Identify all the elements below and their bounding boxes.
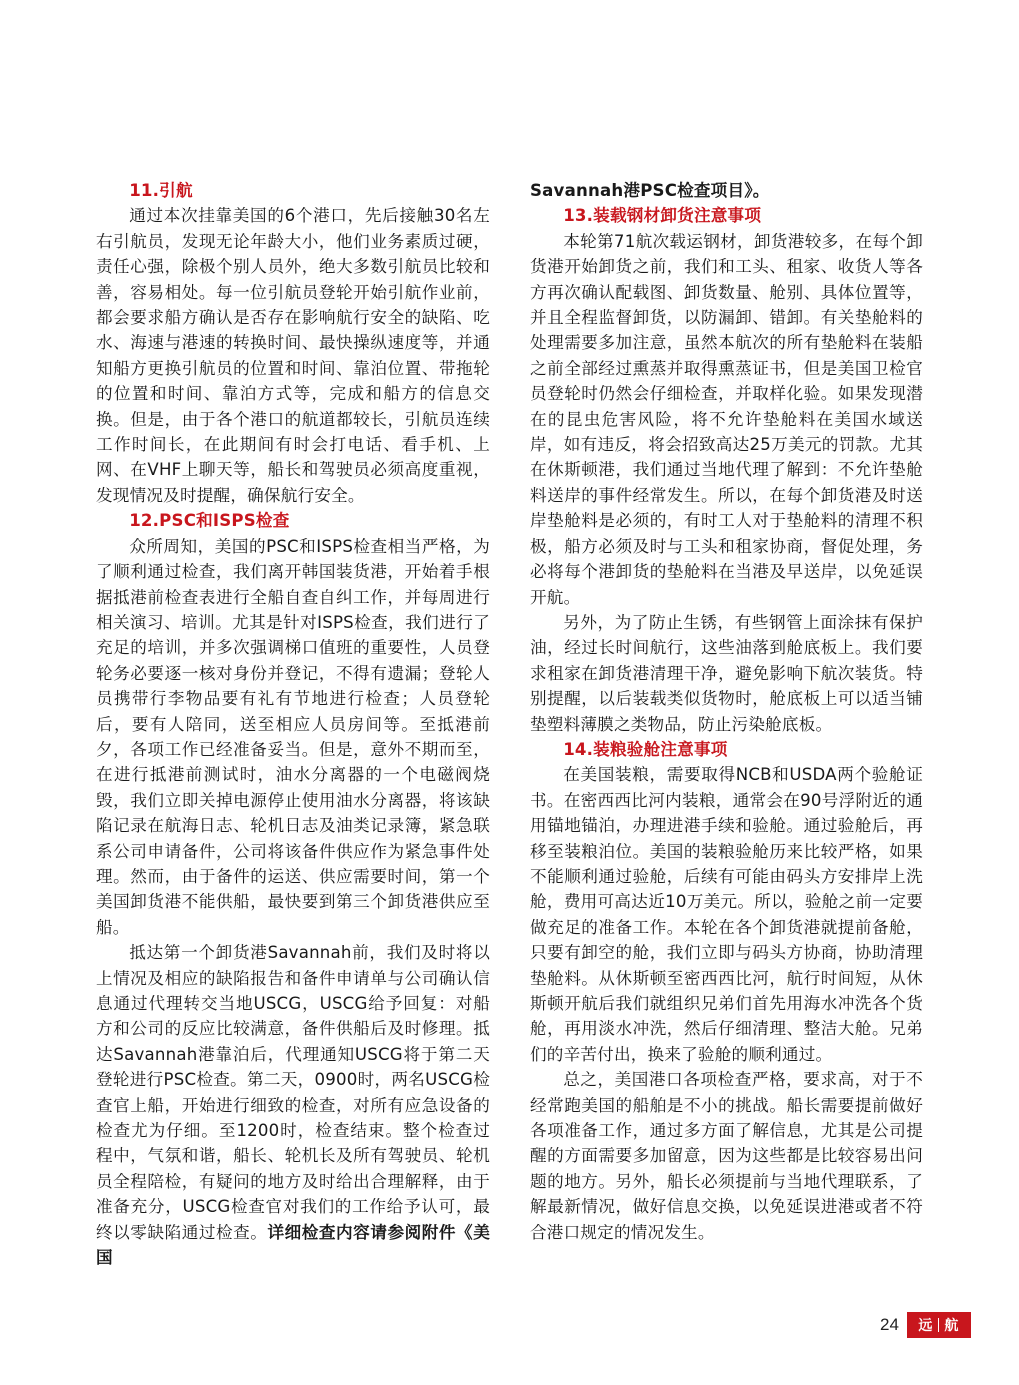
section-13-heading: 13.装载钢材卸货注意事项 <box>563 206 762 226</box>
section-14-paragraph-1: 在美国装粮，需要取得NCB和USDA两个验舱证书。在密西西比河内装粮，通常会在90号浮附近的通用锚地锚泊，办理进港手续和验舱。通过验舱后，再移至装粮泊位。美国的装粮验舱历来比较严格，如果不能顺利通过验舱，后续有可能由码头方安排岸上洗舱，费用可高达近10万美元。所以，验舱之前一定要做充足的准备工作。本轮在各个卸货港就提前备舱，只要有卸空的舱，我们立即与码头方协商，协助清理垫舱料。从休斯顿至密西西比河，航行时间短，从休斯顿开航后我们就组织兄弟们首先用海水冲洗各个货舱，再用淡水冲洗，然后仔细清理、整洁大舱。兄弟们的辛苦付出，换来了验舱的顺利通过。 <box>530 765 923 1064</box>
attachment-reference: 详细检查内容请参阅附件《美国 <box>96 1222 490 1268</box>
section-12-paragraph-2 <box>96 940 490 1270</box>
logo-char-right: 航 <box>944 1318 960 1334</box>
logo-char-left: 远 <box>918 1318 934 1334</box>
attachment-reference-continued: Savannah港PSC检查项目》。 <box>530 181 770 200</box>
section-13-paragraph-2: 另外，为了防止生锈，有些钢管上面涂抹有保护油，经过长时间航行，这些油落到舱底板上。我们要求租家在卸货港清理干净，避免影响下航次装货。特别提醒，以后装载类似货物时，舱底板上可以适当铺垫塑料薄膜之类物品，防止污染舱底板。 <box>530 612 923 734</box>
section-11-heading: 11.引航 <box>129 181 193 200</box>
magazine-logo <box>907 1312 971 1338</box>
section-12-paragraph-2-text: 抵达第一个卸货港Savannah前，我们及时将以上情况及相应的缺陷报告和备件申请单与公司确认信息通过代理转交当地USCG，USCG给予回复：对船方和公司的反应比较满意，备件供船后及时修理。抵达Savannah港靠泊后，代理通知USCG将于第二天登轮进行PSC检查。第二天，0900时，两名USCG检查官上船，开始进行细致的检查，对所有应急设备的检查尤为仔细。至1200时，检查结束。整个检查过程中，气氛和谐，船长、轮机长及所有驾驶员、轮机员全程陪检，有疑问的地方及时给出合理解释，由于准备充分，USCG检查官对我们的工作给予认可，最终以零缺陷通过检查。 <box>96 943 490 1242</box>
right-column <box>530 178 923 1245</box>
section-14-heading: 14.装粮验舱注意事项 <box>563 739 728 759</box>
section-11-paragraph: 通过本次挂靠美国的6个港口，先后接触30名左右引航员，发现无论年龄大小，他们业务素质过硬，责任心强，除极个别人员外，绝大多数引航员比较和善，容易相处。每一位引航员登轮开始引航作业前，都会要求船方确认是否存在影响航行安全的缺陷、吃水、海速与港速的转换时间、最快操纵速度等，并通知船方更换引航员的位置和时间、靠泊位置、带拖轮的位置和时间、靠泊方式等，完成和船方的信息交换。但是，由于各个港口的航道都较长，引航员连续工作时间长，在此期间有时会打电话、看手机、上网、在VHF上聊天等，船长和驾驶员必须高度重视，发现情况及时提醒，确保航行安全。 <box>96 206 490 505</box>
left-column <box>96 178 490 1270</box>
section-14-paragraph-2: 总之，美国港口各项检查严格，要求高，对于不经常跑美国的船舶是不小的挑战。船长需要提前做好各项准备工作，通过多方面了解信息，尤其是公司提醒的方面需要多加留意，因为这些都是比较容易出问题的地方。另外，船长必须提前与当地代理联系，了解最新情况，做好信息交换，以免延误进港或者不符合港口规定的情况发生。 <box>530 1070 923 1242</box>
page-number: 24 <box>880 1315 899 1334</box>
section-13-paragraph-1: 本轮第71航次载运钢材，卸货港较多，在每个卸货港开始卸货之前，我们和工头、租家、收货人等各方再次确认配载图、卸货数量、舱别、具体位置等，并且全程监督卸货，以防漏卸、错卸。有关垫舱料的处理需要多加注意，虽然本航次的所有垫舱料在装船之前全部经过熏蒸并取得熏蒸证书，但是美国卫检官员登轮时仍然会仔细检查，并取样化验。如果发现潜在的昆虫危害风险，将不允许垫舱料在美国水域送岸，如有违反，将会招致高达25万美元的罚款。尤其在休斯顿港，我们通过当地代理了解到：不允许垫舱料送岸的事件经常发生。所以，在每个卸货港及时送岸垫舱料是必须的，有时工人对于垫舱料的清理不积极，船方必须及时与工头和租家协商，督促处理，务必将每个港卸货的垫舱料在当港及早送岸，以免延误开航。 <box>530 231 923 607</box>
page-footer <box>880 1312 971 1338</box>
section-12-heading: 12.PSC和ISPS检查 <box>129 511 290 531</box>
section-12-paragraph-1: 众所周知，美国的PSC和ISPS检查相当严格，为了顺利通过检查，我们离开韩国装货港，开始着手根据抵港前检查表进行全船自查自纠工作，并每周进行相关演习、培训。尤其是针对ISPS检查，我们进行了充足的培训，并多次强调梯口值班的重要性，人员登轮务必要逐一核对身份并登记，不得有遗漏；登轮人员携带行李物品要有礼有节地进行检查；人员登轮后，要有人陪同，送至相应人员房间等。至抵港前夕，各项工作已经准备妥当。但是，意外不期而至，在进行抵港前测试时，油水分离器的一个电磁阀烧毁，我们立即关掉电源停止使用油水分离器，将该缺陷记录在航海日志、轮机日志及油类记录簿，紧急联系公司申请备件，公司将该备件供应作为紧急事件处理。然而，由于备件的运送、供应需要时间，第一个美国卸货港不能供船，最快要到第三个卸货港供应至船。 <box>96 536 490 937</box>
logo-divider <box>938 1318 939 1332</box>
